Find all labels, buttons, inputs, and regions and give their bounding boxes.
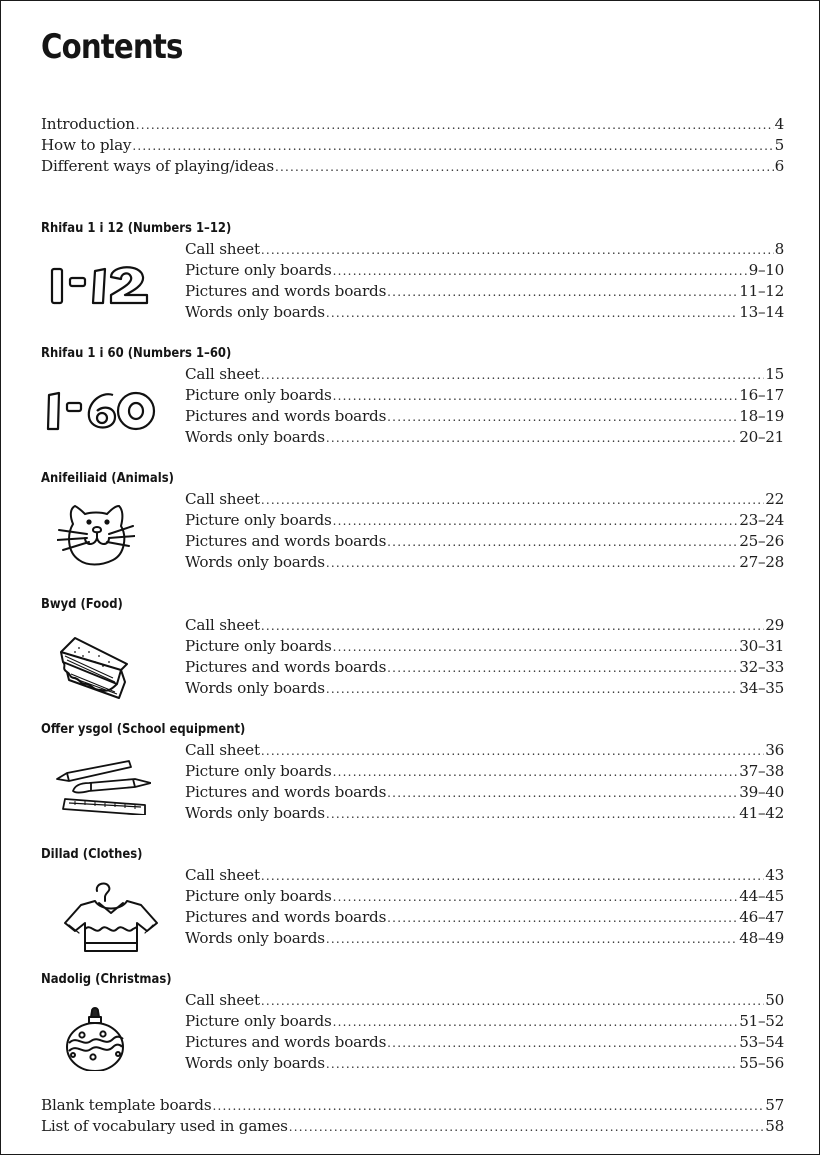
toc-entry-picture-only[interactable] — [185, 761, 784, 782]
dot-leader — [387, 407, 738, 427]
dot-leader — [261, 991, 764, 1011]
entry-page: 27–28 — [739, 553, 784, 571]
entry-page: 15 — [765, 365, 784, 383]
entry-page: 16–17 — [739, 386, 784, 404]
dot-leader — [333, 762, 739, 782]
toc-entry-call-sheet[interactable] — [185, 615, 784, 636]
entry-label: List of vocabulary used in games — [41, 1117, 288, 1135]
dot-leader — [326, 1054, 738, 1074]
dot-leader — [132, 136, 773, 156]
jumper-on-hanger-icon — [61, 881, 161, 953]
toc-entry-vocabulary-list[interactable] — [41, 1116, 784, 1137]
entry-page: 41–42 — [739, 804, 784, 822]
page-title: Contents — [41, 27, 183, 67]
toc-entry-call-sheet[interactable] — [185, 990, 784, 1011]
entry-label: Picture only boards — [185, 887, 332, 905]
dot-leader — [333, 637, 739, 657]
toc-entry-picture-only[interactable] — [185, 260, 784, 281]
dot-leader — [333, 1012, 739, 1032]
entry-page: 57 — [765, 1096, 784, 1114]
entry-page: 30–31 — [739, 637, 784, 655]
dot-leader — [326, 553, 738, 573]
entry-label: Words only boards — [185, 929, 325, 947]
entry-page: 23–24 — [739, 511, 784, 529]
dot-leader — [289, 1117, 764, 1137]
section-heading-christmas: Nadolig (Christmas) — [41, 971, 172, 987]
toc-entry-call-sheet[interactable] — [185, 364, 784, 385]
dot-leader — [387, 658, 738, 678]
entry-page: 20–21 — [739, 428, 784, 446]
entry-label: Words only boards — [185, 428, 325, 446]
entry-label: Introduction — [41, 115, 135, 133]
entry-page: 5 — [774, 136, 784, 154]
toc-entry-picture-only[interactable] — [185, 636, 784, 657]
section-heading-numbers-1-60: Rhifau 1 i 60 (Numbers 1–60) — [41, 345, 232, 361]
toc-entry-pictures-and-words[interactable] — [185, 657, 784, 678]
entry-page: 32–33 — [739, 658, 784, 676]
section-heading-numbers-1-12: Rhifau 1 i 12 (Numbers 1–12) — [41, 220, 232, 236]
entry-label: Picture only boards — [185, 511, 332, 529]
entry-label: Words only boards — [185, 804, 325, 822]
entry-label: How to play — [41, 136, 132, 154]
numbers-1-60-icon — [45, 387, 159, 433]
entry-label: Pictures and words boards — [185, 908, 387, 926]
entry-label: Picture only boards — [185, 261, 332, 279]
entry-label: Pictures and words boards — [185, 407, 387, 425]
entry-page: 8 — [774, 240, 784, 258]
entry-page: 18–19 — [739, 407, 784, 425]
entry-label: Picture only boards — [185, 637, 332, 655]
cat-face-icon — [57, 504, 135, 568]
entry-page: 39–40 — [739, 783, 784, 801]
dot-leader — [326, 428, 738, 448]
toc-entry-introduction[interactable] — [41, 114, 784, 135]
toc-entry-picture-only[interactable] — [185, 1011, 784, 1032]
toc-entry-words-only[interactable] — [185, 678, 784, 699]
entry-page: 46–47 — [739, 908, 784, 926]
section-heading-food: Bwyd (Food) — [41, 596, 123, 612]
dot-leader — [136, 115, 774, 135]
entry-page: 58 — [765, 1117, 784, 1135]
entry-label: Call sheet — [185, 741, 260, 759]
entry-label: Call sheet — [185, 991, 260, 1009]
entry-label: Call sheet — [185, 240, 260, 258]
sandwich-icon — [57, 634, 129, 700]
entry-page: 13–14 — [739, 303, 784, 321]
bauble-icon — [65, 1007, 127, 1071]
dot-leader — [333, 511, 739, 531]
dot-leader — [275, 157, 774, 177]
entry-page: 36 — [765, 741, 784, 759]
toc-entry-how-to-play[interactable] — [41, 135, 784, 156]
toc-entry-call-sheet[interactable] — [185, 489, 784, 510]
toc-entry-blank-templates[interactable] — [41, 1095, 784, 1116]
toc-entry-pictures-and-words[interactable] — [185, 907, 784, 928]
toc-entry-pictures-and-words[interactable] — [185, 782, 784, 803]
dot-leader — [261, 490, 764, 510]
dot-leader — [261, 741, 764, 761]
toc-entry-words-only[interactable] — [185, 803, 784, 824]
dot-leader — [326, 804, 738, 824]
entry-page: 11–12 — [739, 282, 784, 300]
entry-label: Call sheet — [185, 616, 260, 634]
entry-label: Words only boards — [185, 553, 325, 571]
toc-entry-call-sheet[interactable] — [185, 740, 784, 761]
entry-label: Call sheet — [185, 866, 260, 884]
toc-entry-pictures-and-words[interactable] — [185, 406, 784, 427]
dot-leader — [326, 303, 738, 323]
entry-label: Words only boards — [185, 1054, 325, 1072]
toc-entry-pictures-and-words[interactable] — [185, 531, 784, 552]
entry-label: Blank template boards — [41, 1096, 212, 1114]
toc-entry-picture-only[interactable] — [185, 510, 784, 531]
entry-label: Call sheet — [185, 490, 260, 508]
entry-label: Pictures and words boards — [185, 658, 387, 676]
entry-page: 34–35 — [739, 679, 784, 697]
dot-leader — [333, 386, 739, 406]
toc-entry-words-only[interactable] — [185, 427, 784, 448]
dot-leader — [387, 532, 738, 552]
entry-label: Different ways of playing/ideas — [41, 157, 274, 175]
entry-label: Pictures and words boards — [185, 783, 387, 801]
entry-label: Picture only boards — [185, 386, 332, 404]
dot-leader — [261, 616, 764, 636]
entry-label: Pictures and words boards — [185, 1033, 387, 1051]
dot-leader — [212, 1096, 764, 1116]
entry-page: 22 — [765, 490, 784, 508]
entry-page: 4 — [774, 115, 784, 133]
dot-leader — [387, 282, 738, 302]
entry-label: Picture only boards — [185, 1012, 332, 1030]
entry-page: 25–26 — [739, 532, 784, 550]
section-heading-clothes: Dillad (Clothes) — [41, 846, 143, 862]
entry-label: Words only boards — [185, 679, 325, 697]
entry-page: 51–52 — [739, 1012, 784, 1030]
dot-leader — [387, 783, 738, 803]
dot-leader — [387, 1033, 738, 1053]
toc-entry-words-only[interactable] — [185, 1053, 784, 1074]
section-heading-school-equipment: Offer ysgol (School equipment) — [41, 721, 246, 737]
section-heading-animals: Anifeiliaid (Animals) — [41, 470, 174, 486]
entry-page: 48–49 — [739, 929, 784, 947]
entry-page: 43 — [765, 866, 784, 884]
toc-entry-words-only[interactable] — [185, 302, 784, 323]
entry-page: 50 — [765, 991, 784, 1009]
entry-page: 37–38 — [739, 762, 784, 780]
toc-entry-picture-only[interactable] — [185, 886, 784, 907]
toc-entry-pictures-and-words[interactable] — [185, 1032, 784, 1053]
dot-leader — [261, 866, 764, 886]
entry-page: 6 — [774, 157, 784, 175]
dot-leader — [261, 240, 774, 260]
toc-entry-different-ways[interactable] — [41, 156, 784, 177]
entry-page: 44–45 — [739, 887, 784, 905]
toc-entry-words-only[interactable] — [185, 928, 784, 949]
toc-entry-call-sheet[interactable] — [185, 865, 784, 886]
toc-entry-picture-only[interactable] — [185, 385, 784, 406]
entry-label: Words only boards — [185, 303, 325, 321]
entry-label: Pictures and words boards — [185, 532, 387, 550]
dot-leader — [333, 261, 748, 281]
dot-leader — [387, 908, 738, 928]
entry-page: 9–10 — [748, 261, 784, 279]
entry-label: Call sheet — [185, 365, 260, 383]
toc-entry-pictures-and-words[interactable] — [185, 281, 784, 302]
dot-leader — [261, 365, 764, 385]
dot-leader — [326, 679, 738, 699]
toc-entry-words-only[interactable] — [185, 552, 784, 573]
numbers-1-12-icon — [49, 263, 155, 307]
dot-leader — [326, 929, 738, 949]
entry-page: 29 — [765, 616, 784, 634]
entry-page: 53–54 — [739, 1033, 784, 1051]
entry-page: 55–56 — [739, 1054, 784, 1072]
dot-leader — [333, 887, 739, 907]
pencils-ruler-icon — [55, 759, 151, 815]
entry-label: Pictures and words boards — [185, 282, 387, 300]
entry-label: Picture only boards — [185, 762, 332, 780]
toc-entry-call-sheet[interactable] — [185, 239, 784, 260]
